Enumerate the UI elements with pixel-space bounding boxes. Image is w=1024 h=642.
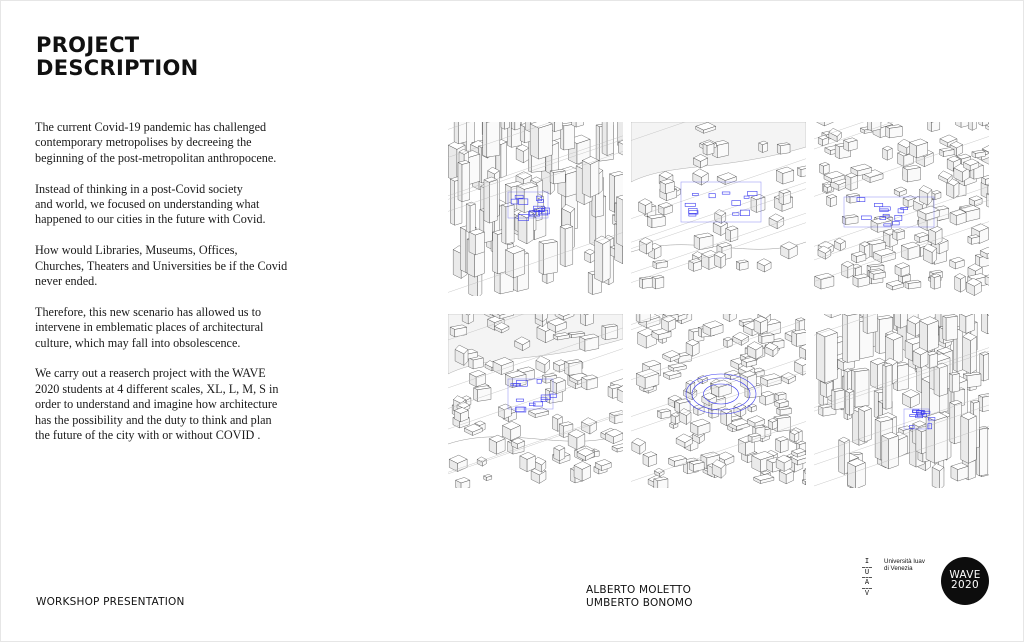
building-mark [686, 380, 695, 393]
building-mark [640, 238, 653, 255]
building-mark [714, 251, 725, 268]
building-mark [882, 432, 898, 469]
building-mark [961, 412, 977, 463]
iuav-letters [860, 557, 874, 598]
building-mark [931, 190, 941, 199]
iuav-name-line: Università Iuav [884, 558, 925, 565]
building-mark [919, 317, 938, 352]
building-mark [498, 404, 511, 419]
building-mark [981, 314, 989, 334]
axonometric-drawing [448, 122, 623, 296]
building-mark [934, 363, 947, 396]
iuav-university-name [884, 558, 944, 572]
iuav-letter: V [864, 588, 870, 597]
building-mark [928, 122, 940, 132]
page-title [36, 34, 199, 80]
axonometric-drawing [814, 122, 989, 296]
building-mark [689, 258, 702, 271]
building-mark [516, 144, 529, 162]
iuav-name-line: di Venezia [884, 565, 913, 573]
building-mark [530, 122, 552, 159]
building-mark [643, 452, 657, 467]
building-mark [792, 329, 806, 346]
building-mark [466, 202, 475, 233]
workshop-label: WORKSHOP PRESENTATION [36, 596, 185, 608]
building-mark [647, 214, 665, 228]
iuav-letter: U [864, 567, 870, 576]
building-mark [661, 315, 675, 331]
building-mark [845, 389, 854, 416]
building-mark [748, 404, 756, 412]
building-mark [949, 372, 959, 392]
building-mark [827, 194, 837, 206]
building-mark [903, 165, 921, 182]
author-name: ALBERTO MOLETTO [586, 584, 692, 596]
building-mark [930, 274, 940, 289]
building-mark [759, 141, 768, 153]
building-mark [779, 189, 790, 204]
building-mark [955, 273, 966, 292]
building-mark [832, 388, 845, 410]
building-mark [450, 325, 467, 337]
building-mark [777, 143, 790, 154]
iuav-letter: I [864, 557, 870, 565]
building-mark [671, 413, 680, 425]
building-mark [574, 461, 591, 481]
building-mark [652, 275, 664, 289]
axonometric-drawing [448, 314, 623, 488]
building-mark [550, 169, 565, 184]
building-mark [484, 177, 497, 223]
building-mark [723, 337, 732, 347]
building-mark [469, 229, 484, 255]
building-mark [505, 246, 524, 278]
building-mark [776, 167, 793, 184]
building-mark [660, 179, 674, 194]
title-line-1: PROJECT [36, 33, 140, 57]
building-mark [568, 429, 585, 449]
building-mark [616, 194, 623, 247]
building-mark [790, 430, 799, 442]
building-mark [594, 236, 610, 282]
wave-2020-logo [941, 557, 989, 605]
building-mark [950, 209, 966, 225]
building-mark [585, 249, 596, 263]
building-mark [905, 280, 921, 289]
building-mark [846, 173, 858, 191]
building-mark [932, 464, 944, 488]
building-mark [909, 139, 927, 158]
building-mark [842, 261, 854, 278]
building-mark [776, 437, 789, 453]
building-mark [824, 184, 832, 193]
iuav-letter: A [864, 578, 870, 586]
wave-logo-line: WAVE [949, 569, 981, 581]
building-mark [963, 333, 977, 374]
building-mark [721, 408, 732, 426]
paragraph: The current Covid-19 pandemic has challenged contemporary metropolises by decreeing the beginning of the post-metropolitan anthropocene. [35, 120, 277, 165]
building-mark [968, 122, 976, 130]
building-mark [579, 334, 598, 351]
building-mark [602, 122, 614, 156]
building-mark [654, 477, 668, 488]
building-mark [797, 166, 806, 177]
building-mark [951, 463, 968, 481]
building-mark [842, 215, 858, 225]
building-mark [518, 209, 534, 244]
building-mark [895, 263, 909, 277]
building-mark [736, 260, 748, 270]
building-mark [886, 125, 903, 138]
building-mark [602, 324, 618, 340]
building-mark [639, 276, 653, 288]
building-mark [902, 389, 919, 407]
building-mark [686, 339, 699, 356]
building-mark [863, 314, 877, 334]
building-mark [703, 142, 714, 156]
building-mark [754, 316, 767, 334]
building-mark [726, 226, 738, 242]
building-mark [853, 274, 869, 287]
building-mark [694, 233, 713, 250]
building-mark [901, 242, 919, 260]
building-mark [883, 146, 893, 160]
building-mark [768, 418, 777, 429]
building-mark [554, 445, 565, 461]
building-mark [550, 377, 565, 394]
building-mark [943, 314, 958, 340]
building-mark [489, 435, 505, 454]
building-mark [893, 229, 905, 241]
building-mark [565, 359, 582, 375]
building-mark [848, 459, 866, 488]
building-mark [657, 409, 670, 419]
building-mark [844, 138, 858, 151]
axonometric-drawing [814, 314, 989, 488]
building-mark [968, 235, 980, 245]
building-mark [502, 421, 520, 440]
project-description-text [35, 120, 325, 459]
building-mark [469, 370, 485, 387]
iuav-logo [860, 557, 940, 607]
wave-logo-line: 2020 [951, 579, 979, 591]
building-mark [560, 224, 573, 267]
authors [586, 584, 693, 609]
building-mark [741, 371, 757, 390]
building-mark [520, 452, 535, 471]
building-mark [987, 192, 989, 209]
author-name: UMBERTO BONOMO [586, 596, 693, 609]
building-mark [483, 122, 500, 157]
building-mark [760, 391, 774, 405]
building-mark [454, 407, 468, 421]
building-mark [895, 314, 908, 328]
paragraph: We carry out a reaserch project with the WAVE 2020 students at 4 different scales, XL, L, M, S in order to understand and imagine how architecture has the possibility and the duty to think and plan the future of the city with or without COVID . [35, 366, 279, 443]
building-mark [959, 314, 974, 333]
building-mark [758, 333, 774, 344]
building-mark [820, 162, 830, 174]
building-mark [842, 314, 859, 363]
paragraph: Therefore, this new scenario has allowed us to intervene in emblematic places of architectural culture, which may fall into obsolescence. [35, 304, 264, 350]
axonometric-drawing [631, 314, 806, 488]
building-mark [511, 122, 520, 130]
building-mark [689, 460, 704, 472]
axonometric-drawing [631, 122, 806, 296]
image-grid [448, 122, 989, 488]
building-mark [539, 239, 557, 274]
building-mark [816, 328, 837, 383]
paragraph: Instead of thinking in a post-Covid society and world, we focused on understanding what happened to our cities in the future with Covid. [35, 181, 266, 227]
paragraph: How would Libraries, Museums, Offices, Churches, Theaters and Universities be if the Covid never ended. [35, 243, 288, 289]
title-line-2: DESCRIPTION [36, 56, 199, 80]
